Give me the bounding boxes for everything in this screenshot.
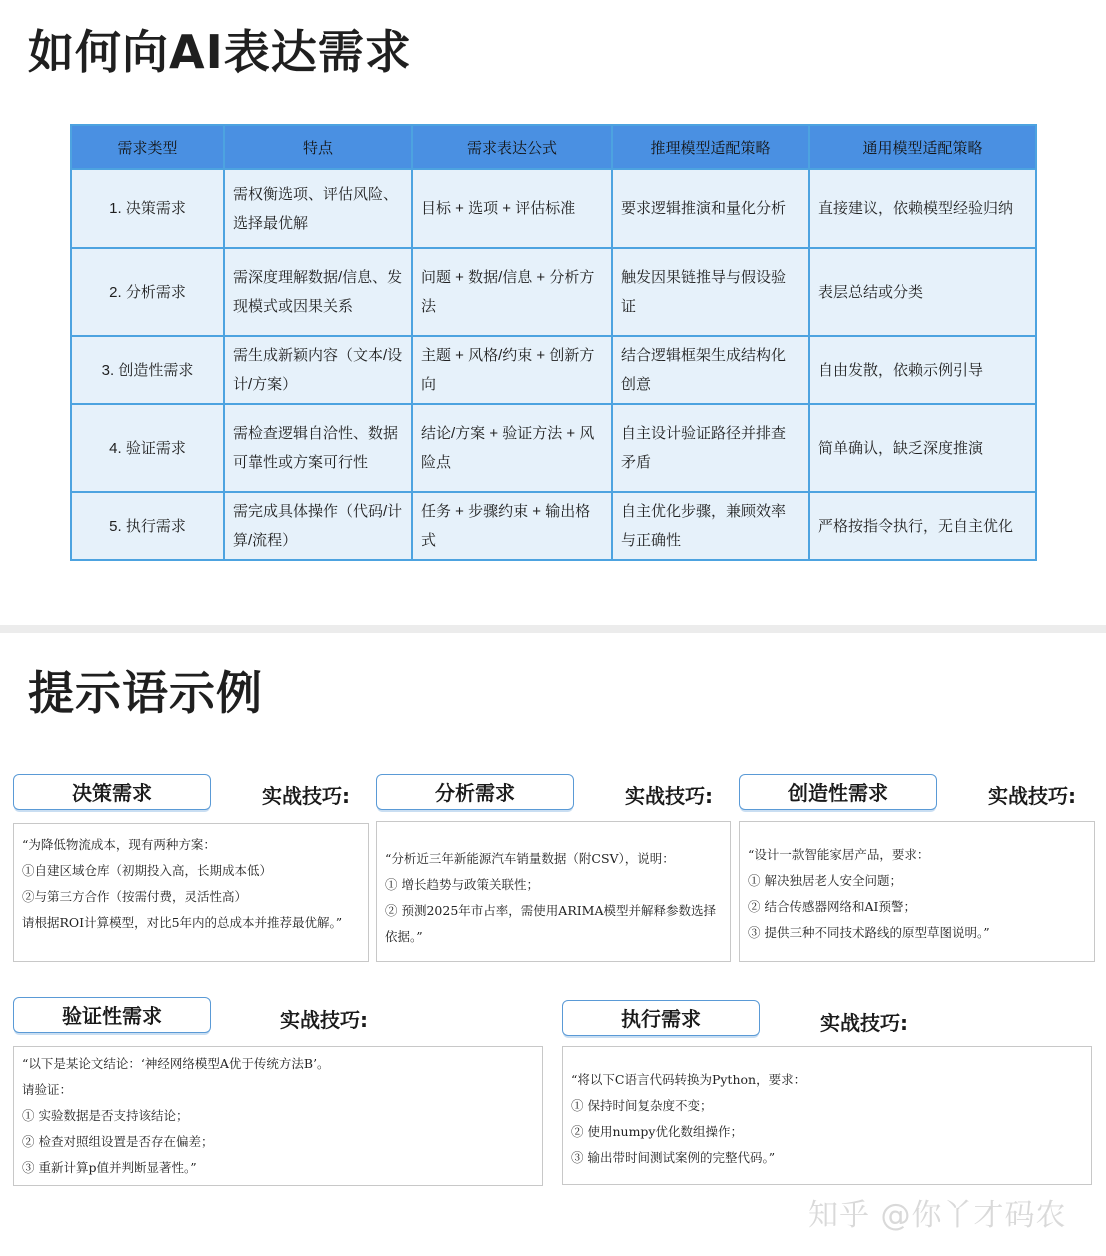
- card-label-verification: 验证性需求: [13, 997, 211, 1033]
- header-type: 需求类型: [71, 125, 224, 169]
- prompt-line: ① 增长趋势与政策关联性；: [385, 877, 539, 892]
- table-cell: 严格按指令执行，无自主优化: [809, 492, 1036, 560]
- table-row: [71, 336, 1036, 404]
- page-title: 如何向AI表达需求: [28, 25, 412, 79]
- watermark: 知乎 @你丫才码农: [808, 1198, 1067, 1233]
- table-cell: 触发因果链推导与假设验证: [612, 248, 809, 336]
- table-cell: 需检查逻辑自洽性、数据可靠性或方案可行性: [224, 404, 412, 492]
- card-label-analysis: 分析需求: [376, 774, 574, 810]
- table-cell: 任务 + 步骤约束 + 输出格式: [412, 492, 612, 560]
- tip-label: 实战技巧:: [262, 784, 350, 808]
- table-cell: 直接建议，依赖模型经验归纳: [809, 169, 1036, 248]
- table-cell: 1. 决策需求: [71, 169, 224, 248]
- prompt-example-box: [13, 1046, 543, 1186]
- tip-label: 实战技巧:: [988, 784, 1076, 808]
- prompt-line: ② 结合传感器网络和AI预警；: [748, 899, 916, 914]
- table-cell: 4. 验证需求: [71, 404, 224, 492]
- prompt-line: ②与第三方合作（按需付费，灵活性高）: [22, 889, 248, 904]
- prompt-example-box: [739, 821, 1095, 962]
- prompt-example-box: [13, 823, 369, 962]
- table-cell: 2. 分析需求: [71, 248, 224, 336]
- table-cell: 目标 + 选项 + 评估标准: [412, 169, 612, 248]
- prompt-line: ② 预测2025年市占率，需使用ARIMA模型并解释参数选择依据。”: [385, 903, 716, 944]
- prompt-line: 请验证：: [22, 1082, 73, 1097]
- prompt-line: ① 解决独居老人安全问题；: [748, 873, 902, 888]
- prompt-line: “以下是某论文结论：‘神经网络模型A优于传统方法B’。: [22, 1056, 330, 1071]
- card-label-execution: 执行需求: [562, 1000, 760, 1036]
- tip-label: 实战技巧:: [625, 784, 713, 808]
- table-row: [71, 169, 1036, 248]
- card-label-creative: 创造性需求: [739, 774, 937, 810]
- header-feature: 特点: [224, 125, 412, 169]
- tip-label: 实战技巧:: [820, 1011, 908, 1035]
- table-cell: 需完成具体操作（代码/计算/流程）: [224, 492, 412, 560]
- table-cell: 需权衡选项、评估风险、选择最优解: [224, 169, 412, 248]
- tip-label: 实战技巧:: [280, 1008, 368, 1032]
- table-cell: 问题 + 数据/信息 + 分析方法: [412, 248, 612, 336]
- table-cell: 要求逻辑推演和量化分析: [612, 169, 809, 248]
- header-reasoning-strategy: 推理模型适配策略: [612, 125, 809, 169]
- prompt-line: ② 检查对照组设置是否存在偏差；: [22, 1134, 214, 1149]
- prompt-line: ① 保持时间复杂度不变；: [571, 1098, 713, 1113]
- prompt-line: “设计一款智能家居产品，要求：: [748, 847, 930, 862]
- table-cell: 主题 + 风格/约束 + 创新方向: [412, 336, 612, 404]
- table-cell: 需深度理解数据/信息、发现模式或因果关系: [224, 248, 412, 336]
- prompt-line: ①自建区域仓库（初期投入高，长期成本低）: [22, 863, 273, 878]
- prompt-line: ③ 输出带时间测试案例的完整代码。”: [571, 1150, 776, 1165]
- prompt-line: 请根据ROI计算模型，对比5年内的总成本并推荐最优解。”: [22, 915, 343, 930]
- prompt-line: “分析近三年新能源汽车销量数据（附CSV），说明：: [385, 851, 675, 866]
- table-cell: 3. 创造性需求: [71, 336, 224, 404]
- prompt-line: “为降低物流成本，现有两种方案：: [22, 837, 216, 852]
- section-divider: [0, 625, 1106, 633]
- table-row: [71, 248, 1036, 336]
- table-cell: 自主设计验证路径并排查矛盾: [612, 404, 809, 492]
- table-cell: 简单确认，缺乏深度推演: [809, 404, 1036, 492]
- table-row: [71, 404, 1036, 492]
- prompt-line: ① 实验数据是否支持该结论；: [22, 1108, 189, 1123]
- prompt-line: “将以下C语言代码转换为Python，要求：: [571, 1072, 807, 1087]
- table-cell: 自由发散，依赖示例引导: [809, 336, 1036, 404]
- requirements-table: [70, 124, 1037, 561]
- prompt-example-box: [376, 821, 731, 962]
- table-cell: 结论/方案 + 验证方法 + 风险点: [412, 404, 612, 492]
- prompt-line: ③ 提供三种不同技术路线的原型草图说明。”: [748, 925, 990, 940]
- table-cell: 表层总结或分类: [809, 248, 1036, 336]
- section-title: 提示语示例: [28, 666, 263, 720]
- table-row: [71, 492, 1036, 560]
- prompt-line: ② 使用numpy优化数组操作；: [571, 1124, 743, 1139]
- header-formula: 需求表达公式: [412, 125, 612, 169]
- prompt-example-box: [562, 1046, 1092, 1185]
- header-general-strategy: 通用模型适配策略: [809, 125, 1036, 169]
- table-cell: 自主优化步骤，兼顾效率与正确性: [612, 492, 809, 560]
- prompt-line: ③ 重新计算p值并判断显著性。”: [22, 1160, 197, 1175]
- table-cell: 5. 执行需求: [71, 492, 224, 560]
- table-header-row: [71, 125, 1036, 169]
- table-cell: 需生成新颖内容（文本/设计/方案）: [224, 336, 412, 404]
- card-label-decision: 决策需求: [13, 774, 211, 810]
- table-cell: 结合逻辑框架生成结构化创意: [612, 336, 809, 404]
